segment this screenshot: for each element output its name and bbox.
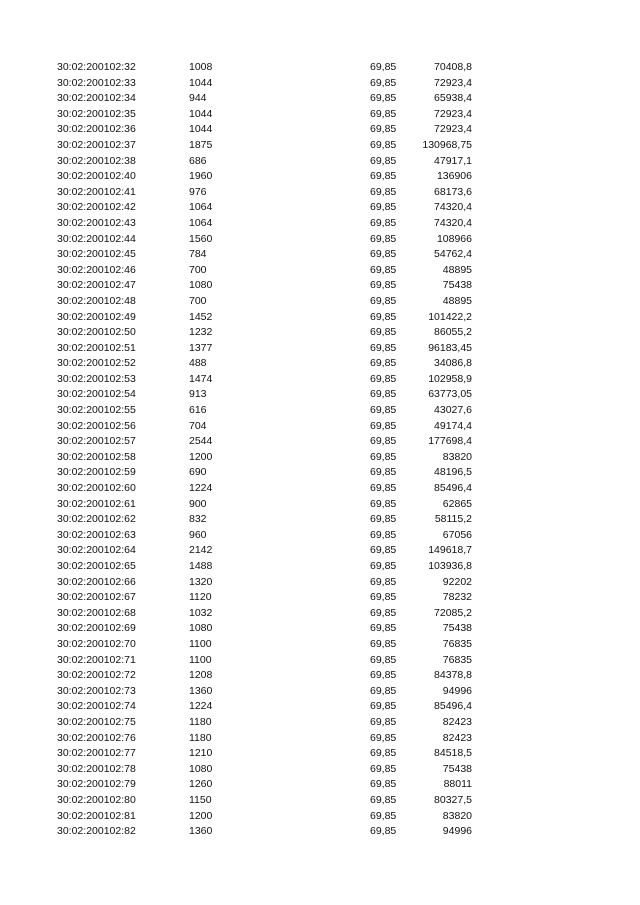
value-cell: 74320,4 (434, 216, 472, 229)
table-row (0, 606, 640, 622)
rate-cell: 69,85 (370, 793, 397, 806)
table-row (0, 543, 640, 559)
area-cell: 1360 (189, 684, 213, 697)
rate-cell: 69,85 (370, 450, 397, 463)
area-cell: 944 (189, 92, 207, 105)
area-cell: 1064 (189, 216, 213, 229)
rate-cell: 69,85 (370, 606, 397, 619)
cadastral-number-cell: 30:02:200102:55 (57, 404, 136, 417)
cadastral-number-cell: 30:02:200102:37 (57, 138, 136, 151)
cadastral-number-cell: 30:02:200102:69 (57, 622, 136, 635)
rate-cell: 69,85 (370, 762, 397, 775)
area-cell: 704 (189, 419, 207, 432)
cadastral-number-cell: 30:02:200102:56 (57, 419, 136, 432)
cadastral-number-cell: 30:02:200102:66 (57, 575, 136, 588)
area-cell: 960 (189, 528, 207, 541)
rate-cell: 69,85 (370, 279, 397, 292)
cadastral-number-cell: 30:02:200102:49 (57, 310, 136, 323)
rate-cell: 69,85 (370, 107, 397, 120)
area-cell: 1008 (189, 61, 213, 73)
area-cell: 1210 (189, 747, 213, 760)
cadastral-number-cell: 30:02:200102:65 (57, 560, 136, 572)
value-cell: 72085,2 (434, 606, 472, 619)
area-cell: 900 (189, 497, 207, 510)
value-cell: 88011 (443, 778, 472, 791)
area-cell: 488 (189, 357, 207, 370)
table-row (0, 528, 640, 544)
rate-cell: 69,85 (370, 466, 397, 479)
rate-cell: 69,85 (370, 388, 397, 401)
value-cell: 108966 (436, 232, 472, 245)
cadastral-number-cell: 30:02:200102:34 (57, 92, 136, 105)
value-cell: 63773,05 (428, 388, 472, 401)
rate-cell: 69,85 (370, 185, 397, 198)
table-row (0, 575, 640, 591)
table-row (0, 310, 640, 326)
cadastral-number-cell: 30:02:200102:40 (57, 170, 136, 183)
rate-cell: 69,85 (370, 263, 397, 276)
table-row (0, 169, 640, 185)
area-cell: 1224 (189, 482, 213, 495)
rate-cell: 69,85 (370, 154, 397, 167)
rate-cell: 69,85 (370, 497, 397, 510)
cadastral-number-cell: 30:02:200102:79 (57, 778, 136, 791)
rate-cell: 69,85 (370, 591, 397, 604)
area-cell: 1377 (189, 341, 213, 354)
cadastral-number-cell: 30:02:200102:46 (57, 263, 136, 276)
value-cell: 68173,6 (434, 185, 472, 198)
rate-cell: 69,85 (370, 778, 397, 791)
value-cell: 83820 (442, 809, 472, 822)
value-cell: 101422,2 (428, 310, 472, 323)
area-cell: 1232 (189, 326, 213, 339)
value-cell: 75438 (442, 762, 472, 775)
table-row (0, 387, 640, 403)
area-cell: 1960 (189, 170, 213, 183)
rate-cell: 69,85 (370, 310, 397, 323)
rate-cell: 69,85 (370, 669, 397, 682)
area-cell: 1080 (189, 762, 213, 775)
cadastral-number-cell: 30:02:200102:44 (57, 232, 136, 245)
cadastral-number-cell: 30:02:200102:78 (57, 762, 136, 775)
table-row (0, 793, 640, 809)
value-cell: 74320,4 (434, 201, 472, 214)
cadastral-number-cell: 30:02:200102:68 (57, 606, 136, 619)
area-cell: 2142 (189, 544, 213, 557)
value-cell: 92202 (442, 575, 472, 588)
cadastral-number-cell: 30:02:200102:67 (57, 591, 136, 604)
area-cell: 1260 (189, 778, 213, 791)
table-row (0, 60, 640, 76)
rate-cell: 69,85 (370, 61, 397, 73)
value-cell: 85496,4 (434, 700, 472, 713)
value-cell: 54762,4 (434, 248, 472, 261)
rate-cell: 69,85 (370, 341, 397, 354)
table-row (0, 216, 640, 232)
value-cell: 86055,2 (434, 326, 472, 339)
value-cell: 83820 (442, 450, 472, 463)
table-row (0, 278, 640, 294)
area-cell: 1032 (189, 606, 213, 619)
rate-cell: 69,85 (370, 216, 397, 229)
value-cell: 103936,8 (428, 560, 472, 572)
table-row (0, 481, 640, 497)
value-cell: 43027,6 (434, 404, 472, 417)
cadastral-number-cell: 30:02:200102:62 (57, 513, 136, 526)
area-cell: 976 (189, 185, 207, 198)
cadastral-number-cell: 30:02:200102:60 (57, 482, 136, 495)
value-cell: 130968,75 (422, 138, 472, 151)
area-cell: 1180 (189, 731, 212, 744)
cadastral-number-cell: 30:02:200102:74 (57, 700, 136, 713)
area-cell: 1100 (189, 637, 212, 650)
rate-cell: 69,85 (370, 372, 397, 385)
area-cell: 1360 (189, 825, 213, 838)
rate-cell: 69,85 (370, 715, 397, 728)
area-cell: 1320 (189, 575, 213, 588)
value-cell: 84378,8 (434, 669, 472, 682)
table-row (0, 91, 640, 107)
rate-cell: 69,85 (370, 248, 397, 261)
cadastral-number-cell: 30:02:200102:41 (57, 185, 136, 198)
value-cell: 94996 (442, 684, 472, 697)
value-cell: 84518,5 (434, 747, 472, 760)
rate-cell: 69,85 (370, 747, 397, 760)
table-row (0, 746, 640, 762)
rate-cell: 69,85 (370, 138, 397, 151)
cadastral-number-cell: 30:02:200102:82 (57, 825, 136, 838)
rate-cell: 69,85 (370, 76, 397, 89)
area-cell: 832 (189, 513, 207, 526)
area-cell: 1044 (189, 123, 213, 136)
table-row (0, 497, 640, 513)
table-row (0, 715, 640, 731)
table-row (0, 450, 640, 466)
value-cell: 102958,9 (428, 372, 472, 385)
value-cell: 75438 (442, 279, 472, 292)
rate-cell: 69,85 (370, 232, 397, 245)
area-cell: 690 (189, 466, 207, 479)
value-cell: 72923,4 (434, 107, 472, 120)
table-row (0, 590, 640, 606)
area-cell: 1224 (189, 700, 213, 713)
cadastral-number-cell: 30:02:200102:53 (57, 372, 136, 385)
value-cell: 85496,4 (434, 482, 472, 495)
area-cell: 1560 (189, 232, 213, 245)
area-cell: 616 (189, 404, 207, 417)
value-cell: 48895 (442, 263, 472, 276)
cadastral-number-cell: 30:02:200102:59 (57, 466, 136, 479)
cadastral-number-cell: 30:02:200102:81 (57, 809, 136, 822)
table-row (0, 512, 640, 528)
rate-cell: 69,85 (370, 201, 397, 214)
table-row (0, 154, 640, 170)
rate-cell: 69,85 (370, 435, 397, 448)
rate-cell: 69,85 (370, 622, 397, 635)
rate-cell: 69,85 (370, 513, 397, 526)
area-cell: 913 (189, 388, 207, 401)
value-cell: 47917,1 (434, 154, 472, 167)
table-row (0, 419, 640, 435)
table-row (0, 294, 640, 310)
table-row (0, 341, 640, 357)
value-cell: 48196,5 (434, 466, 472, 479)
rate-cell: 69,85 (370, 560, 397, 572)
table-row (0, 762, 640, 778)
cadastral-number-cell: 30:02:200102:76 (57, 731, 136, 744)
value-cell: 70408,8 (434, 61, 472, 73)
cadastral-number-cell: 30:02:200102:43 (57, 216, 136, 229)
value-cell: 96183,45 (428, 341, 472, 354)
value-cell: 177698,4 (428, 435, 472, 448)
value-cell: 72923,4 (434, 76, 472, 89)
table-row (0, 356, 640, 372)
table-row (0, 76, 640, 92)
table-row (0, 403, 640, 419)
table-row (0, 107, 640, 123)
rate-cell: 69,85 (370, 294, 397, 307)
cadastral-number-cell: 30:02:200102:70 (57, 637, 136, 650)
cadastral-number-cell: 30:02:200102:52 (57, 357, 136, 370)
cadastral-number-cell: 30:02:200102:38 (57, 154, 136, 167)
cadastral-number-cell: 30:02:200102:80 (57, 793, 136, 806)
table-row (0, 653, 640, 669)
rate-cell: 69,85 (370, 637, 397, 650)
rate-cell: 69,85 (370, 123, 397, 136)
value-cell: 94996 (442, 825, 472, 838)
table-row (0, 372, 640, 388)
value-cell: 82423 (442, 731, 472, 744)
cadastral-number-cell: 30:02:200102:72 (57, 669, 136, 682)
rate-cell: 69,85 (370, 482, 397, 495)
cadastral-number-cell: 30:02:200102:57 (57, 435, 136, 448)
table-row (0, 325, 640, 341)
table-row (0, 122, 640, 138)
table-row (0, 247, 640, 263)
area-cell: 2544 (189, 435, 213, 448)
area-cell: 700 (189, 294, 207, 307)
cadastral-number-cell: 30:02:200102:54 (57, 388, 136, 401)
cadastral-number-cell: 30:02:200102:58 (57, 450, 136, 463)
cadastral-number-cell: 30:02:200102:73 (57, 684, 136, 697)
value-cell: 49174,4 (434, 419, 472, 432)
table-row (0, 824, 640, 840)
cadastral-number-cell: 30:02:200102:32 (57, 61, 136, 73)
cadastral-number-cell: 30:02:200102:42 (57, 201, 136, 214)
cadastral-number-cell: 30:02:200102:50 (57, 326, 136, 339)
rate-cell: 69,85 (370, 700, 397, 713)
area-cell: 1452 (189, 310, 213, 323)
value-cell: 48895 (442, 294, 472, 307)
rate-cell: 69,85 (370, 684, 397, 697)
value-cell: 80327,5 (434, 793, 472, 806)
value-cell: 65938,4 (434, 92, 472, 105)
cadastral-number-cell: 30:02:200102:77 (57, 747, 136, 760)
table-row (0, 637, 640, 653)
rate-cell: 69,85 (370, 825, 397, 838)
area-cell: 1875 (189, 138, 213, 151)
cadastral-number-cell: 30:02:200102:45 (57, 248, 136, 261)
value-cell: 72923,4 (434, 123, 472, 136)
area-cell: 1150 (189, 793, 212, 806)
rate-cell: 69,85 (370, 544, 397, 557)
rate-cell: 69,85 (370, 419, 397, 432)
table-row (0, 699, 640, 715)
area-cell: 686 (189, 154, 207, 167)
area-cell: 1474 (189, 372, 213, 385)
rate-cell: 69,85 (370, 326, 397, 339)
value-cell: 76835 (442, 653, 472, 666)
area-cell: 1064 (189, 201, 213, 214)
value-cell: 34086,8 (434, 357, 472, 370)
table-row (0, 200, 640, 216)
area-cell: 1044 (189, 107, 213, 120)
area-cell: 1488 (189, 560, 213, 572)
rate-cell: 69,85 (370, 357, 397, 370)
cadastral-number-cell: 30:02:200102:63 (57, 528, 136, 541)
rate-cell: 69,85 (370, 575, 397, 588)
cadastral-number-cell: 30:02:200102:64 (57, 544, 136, 557)
rate-cell: 69,85 (370, 404, 397, 417)
table-row (0, 465, 640, 481)
area-cell: 1080 (189, 279, 213, 292)
rate-cell: 69,85 (370, 170, 397, 183)
table-row (0, 138, 640, 154)
area-cell: 700 (189, 263, 207, 276)
area-cell: 1044 (189, 76, 213, 89)
area-cell: 1208 (189, 669, 213, 682)
cadastral-number-cell: 30:02:200102:36 (57, 123, 136, 136)
table-row (0, 559, 640, 575)
value-cell: 75438 (442, 622, 472, 635)
table-row (0, 434, 640, 450)
data-table (0, 60, 640, 840)
area-cell: 1080 (189, 622, 213, 635)
rate-cell: 69,85 (370, 92, 397, 105)
table-row (0, 809, 640, 825)
cadastral-number-cell: 30:02:200102:61 (57, 497, 136, 510)
table-row (0, 731, 640, 747)
area-cell: 1200 (189, 450, 213, 463)
rate-cell: 69,85 (370, 809, 397, 822)
table-row (0, 668, 640, 684)
table-row (0, 684, 640, 700)
value-cell: 67056 (442, 528, 472, 541)
area-cell: 1120 (189, 591, 212, 604)
table-row (0, 777, 640, 793)
cadastral-number-cell: 30:02:200102:35 (57, 107, 136, 120)
area-cell: 784 (189, 248, 207, 261)
value-cell: 149618,7 (428, 544, 472, 557)
value-cell: 58115,2 (434, 513, 472, 526)
cadastral-number-cell: 30:02:200102:47 (57, 279, 136, 292)
cadastral-number-cell: 30:02:200102:51 (57, 341, 136, 354)
table-row (0, 263, 640, 279)
table-row (0, 621, 640, 637)
cadastral-number-cell: 30:02:200102:75 (57, 715, 136, 728)
value-cell: 76835 (442, 637, 472, 650)
value-cell: 82423 (442, 715, 472, 728)
cadastral-number-cell: 30:02:200102:33 (57, 76, 136, 89)
table-row (0, 232, 640, 248)
cadastral-number-cell: 30:02:200102:48 (57, 294, 136, 307)
value-cell: 78232 (442, 591, 472, 604)
table-row (0, 185, 640, 201)
rate-cell: 69,85 (370, 528, 397, 541)
rate-cell: 69,85 (370, 653, 397, 666)
area-cell: 1200 (189, 809, 213, 822)
rate-cell: 69,85 (370, 731, 397, 744)
area-cell: 1180 (189, 715, 212, 728)
cadastral-number-cell: 30:02:200102:71 (57, 653, 136, 666)
value-cell: 62865 (442, 497, 472, 510)
value-cell: 136906 (436, 170, 472, 183)
area-cell: 1100 (189, 653, 212, 666)
